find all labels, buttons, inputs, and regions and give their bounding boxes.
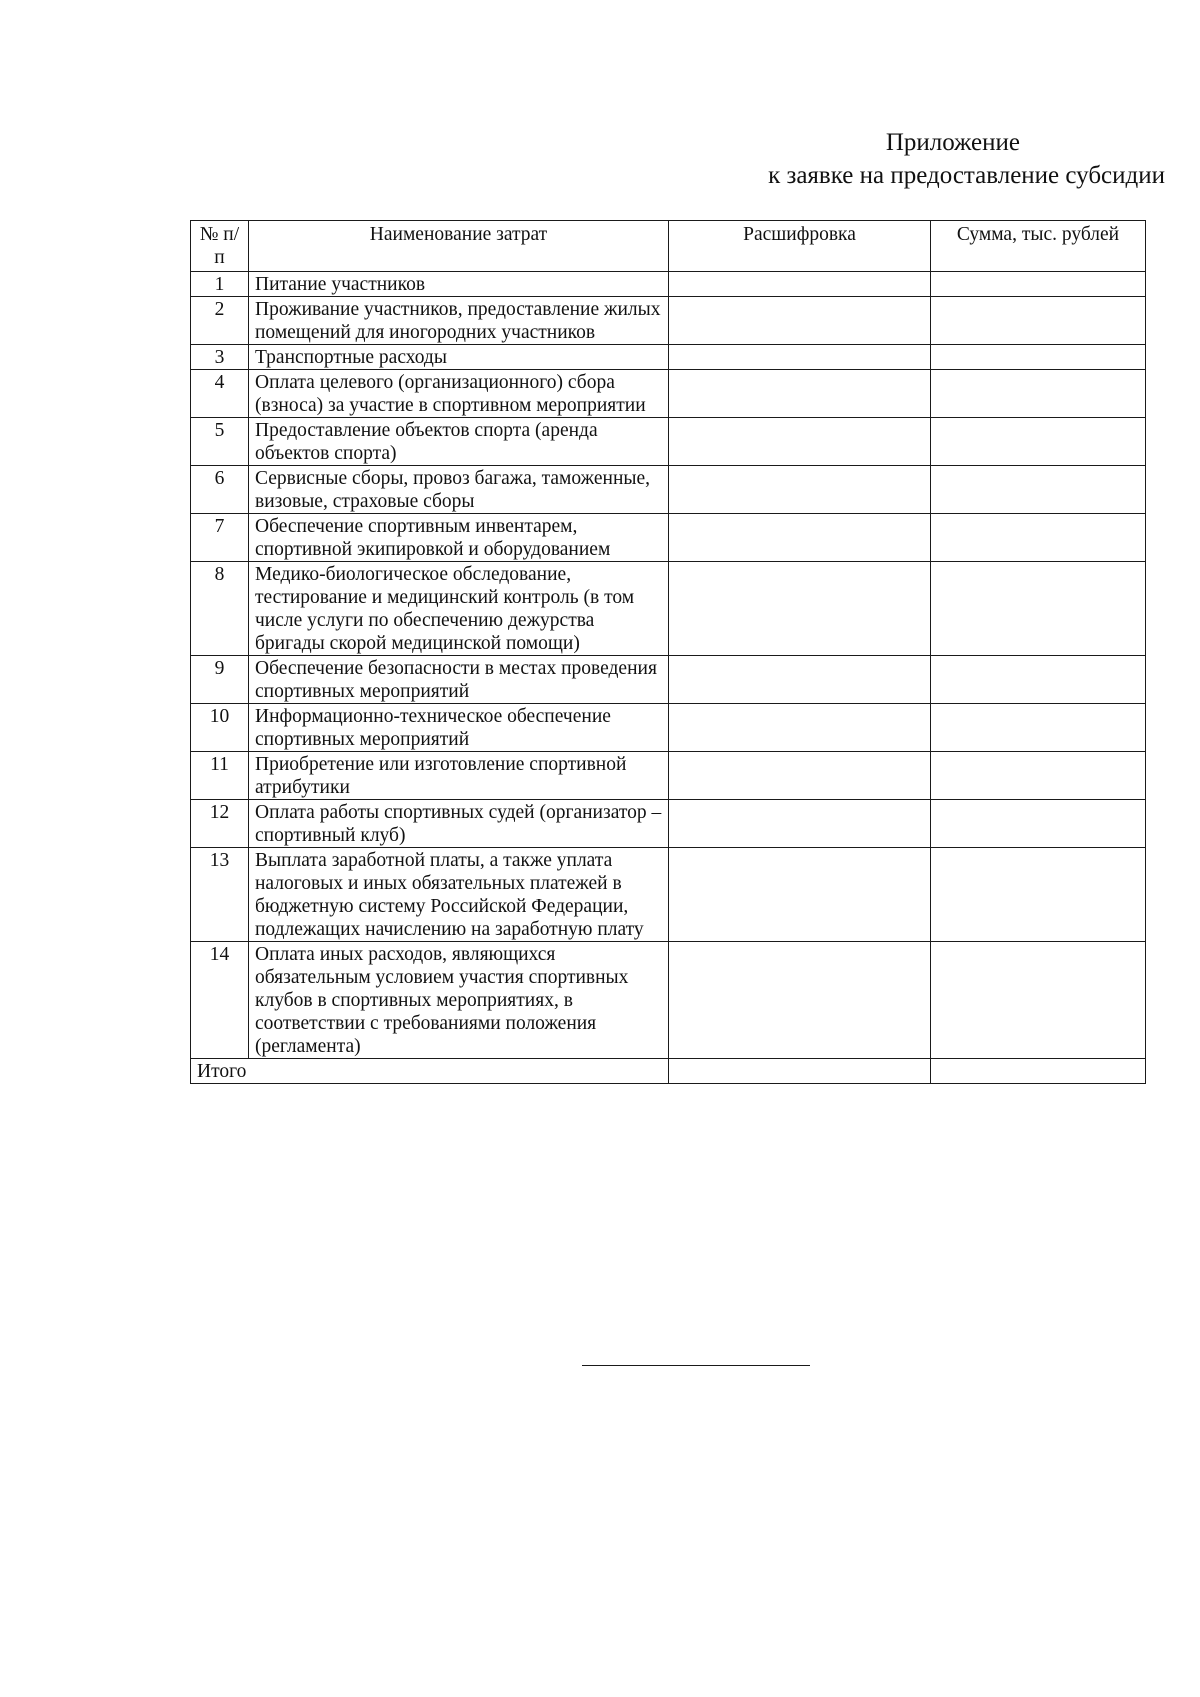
sum-cell[interactable] (931, 752, 1146, 800)
row-number: 2 (191, 297, 249, 345)
total-row (191, 1059, 1146, 1084)
row-number: 9 (191, 656, 249, 704)
sum-cell[interactable] (931, 848, 1146, 942)
appendix-header (600, 126, 1165, 192)
cost-name: Оплата работы спортивных судей (организатор – спортивный клуб) (249, 800, 669, 848)
detail-cell[interactable] (669, 562, 931, 656)
detail-cell[interactable] (669, 942, 931, 1059)
table-row (191, 848, 1146, 942)
signature-line (582, 1365, 810, 1366)
row-number: 8 (191, 562, 249, 656)
column-header-detail: Расшифровка (669, 221, 931, 272)
column-header-name: Наименование затрат (249, 221, 669, 272)
row-number: 7 (191, 514, 249, 562)
sum-cell[interactable] (931, 656, 1146, 704)
detail-cell[interactable] (669, 656, 931, 704)
table-row (191, 418, 1146, 466)
detail-cell[interactable] (669, 514, 931, 562)
table-row (191, 466, 1146, 514)
detail-cell[interactable] (669, 345, 931, 370)
row-number: 14 (191, 942, 249, 1059)
sum-cell[interactable] (931, 370, 1146, 418)
row-number: 5 (191, 418, 249, 466)
table-header-row (191, 221, 1146, 272)
detail-cell[interactable] (669, 800, 931, 848)
appendix-subtitle: к заявке на предоставление субсидии (768, 162, 1165, 189)
column-header-sum: Сумма, тыс. рублей (931, 221, 1146, 272)
costs-table (190, 220, 1146, 1084)
table-row (191, 800, 1146, 848)
sum-cell[interactable] (931, 345, 1146, 370)
detail-cell[interactable] (669, 704, 931, 752)
detail-cell[interactable] (669, 848, 931, 942)
row-number: 13 (191, 848, 249, 942)
sum-cell[interactable] (931, 562, 1146, 656)
row-number: 1 (191, 272, 249, 297)
detail-cell[interactable] (669, 466, 931, 514)
cost-name: Приобретение или изготовление спортивной атрибутики (249, 752, 669, 800)
cost-name: Оплата целевого (организационного) сбора (взноса) за участие в спортивном мероприятии (249, 370, 669, 418)
cost-name: Медико-биологическое обследование, тестирование и медицинский контроль (в том числе услуги по обеспечению дежурства бригады скорой медицинской помощи) (249, 562, 669, 656)
sum-cell[interactable] (931, 297, 1146, 345)
sum-cell[interactable] (931, 942, 1146, 1059)
sum-cell[interactable] (931, 514, 1146, 562)
row-number: 11 (191, 752, 249, 800)
table-row (191, 345, 1146, 370)
table-row (191, 752, 1146, 800)
cost-name: Сервисные сборы, провоз багажа, таможенные, визовые, страховые сборы (249, 466, 669, 514)
cost-name: Информационно-техническое обеспечение спортивных мероприятий (249, 704, 669, 752)
cost-name: Питание участников (249, 272, 669, 297)
table-row (191, 297, 1146, 345)
sum-cell[interactable] (931, 466, 1146, 514)
cost-name: Обеспечение безопасности в местах проведения спортивных мероприятий (249, 656, 669, 704)
table-row (191, 272, 1146, 297)
table-row (191, 704, 1146, 752)
cost-name: Оплата иных расходов, являющихся обязательным условием участия спортивных клубов в спортивных мероприятиях, в соответствии с требованиями положения (регламента) (249, 942, 669, 1059)
detail-cell[interactable] (669, 272, 931, 297)
sum-cell[interactable] (931, 272, 1146, 297)
detail-cell[interactable] (669, 297, 931, 345)
row-number: 12 (191, 800, 249, 848)
total-sum-cell[interactable] (931, 1059, 1146, 1084)
sum-cell[interactable] (931, 418, 1146, 466)
detail-cell[interactable] (669, 418, 931, 466)
column-header-num: № п/п (191, 221, 249, 272)
table-row (191, 562, 1146, 656)
cost-name: Обеспечение спортивным инвентарем, спортивной экипировкой и оборудованием (249, 514, 669, 562)
table-row (191, 656, 1146, 704)
cost-name: Транспортные расходы (249, 345, 669, 370)
sum-cell[interactable] (931, 800, 1146, 848)
row-number: 6 (191, 466, 249, 514)
detail-cell[interactable] (669, 752, 931, 800)
cost-name: Предоставление объектов спорта (аренда объектов спорта) (249, 418, 669, 466)
row-number: 4 (191, 370, 249, 418)
appendix-title: Приложение (885, 129, 1020, 156)
cost-name: Выплата заработной платы, а также уплата налоговых и иных обязательных платежей в бюджетную систему Российской Федерации, подлежащих начислению на заработную плату (249, 848, 669, 942)
row-number: 10 (191, 704, 249, 752)
cost-name: Проживание участников, предоставление жилых помещений для иногородних участников (249, 297, 669, 345)
total-detail-cell[interactable] (669, 1059, 931, 1084)
detail-cell[interactable] (669, 370, 931, 418)
total-label: Итого (191, 1059, 669, 1084)
row-number: 3 (191, 345, 249, 370)
table-row (191, 514, 1146, 562)
table-row (191, 370, 1146, 418)
table-row (191, 942, 1146, 1059)
sum-cell[interactable] (931, 704, 1146, 752)
